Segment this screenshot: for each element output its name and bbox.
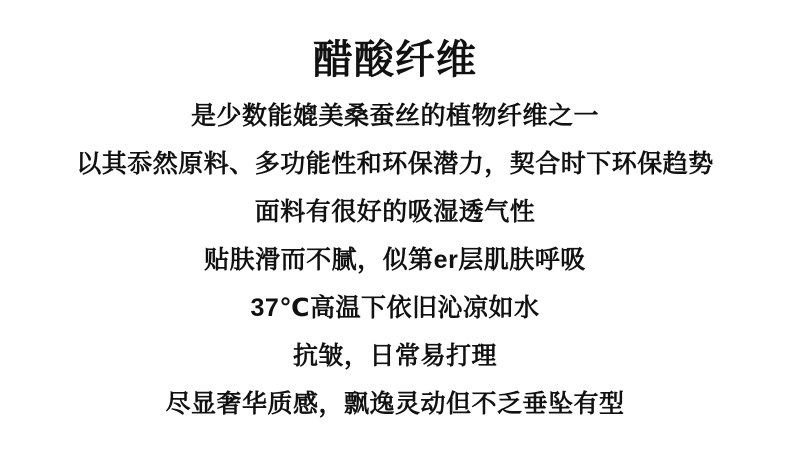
feature-line-skin-feel: 贴肤滑而不腻，似第er层肌肤呼吸 (204, 246, 586, 274)
feature-line-eco-material: 以其忝然原料、多功能性和环保潜力，契合时下环保趋势 (76, 150, 714, 178)
feature-line-cooling: 37℃高温下依旧沁凉如水 (250, 294, 540, 322)
feature-line-breathability: 面料有很好的吸湿透气性 (254, 198, 536, 226)
feature-line-luxury-drape: 尽显奢华质感，飘逸灵动但不乏垂坠有型 (165, 390, 625, 418)
feature-line-silk-comparison: 是少数能媲美桑蚕丝的植物纤维之一 (190, 102, 599, 130)
feature-list (0, 92, 790, 428)
feature-line-wrinkle-resistance: 抗皱，日常易打理 (292, 342, 497, 370)
page-title: 醋酸纤维 (313, 38, 477, 82)
